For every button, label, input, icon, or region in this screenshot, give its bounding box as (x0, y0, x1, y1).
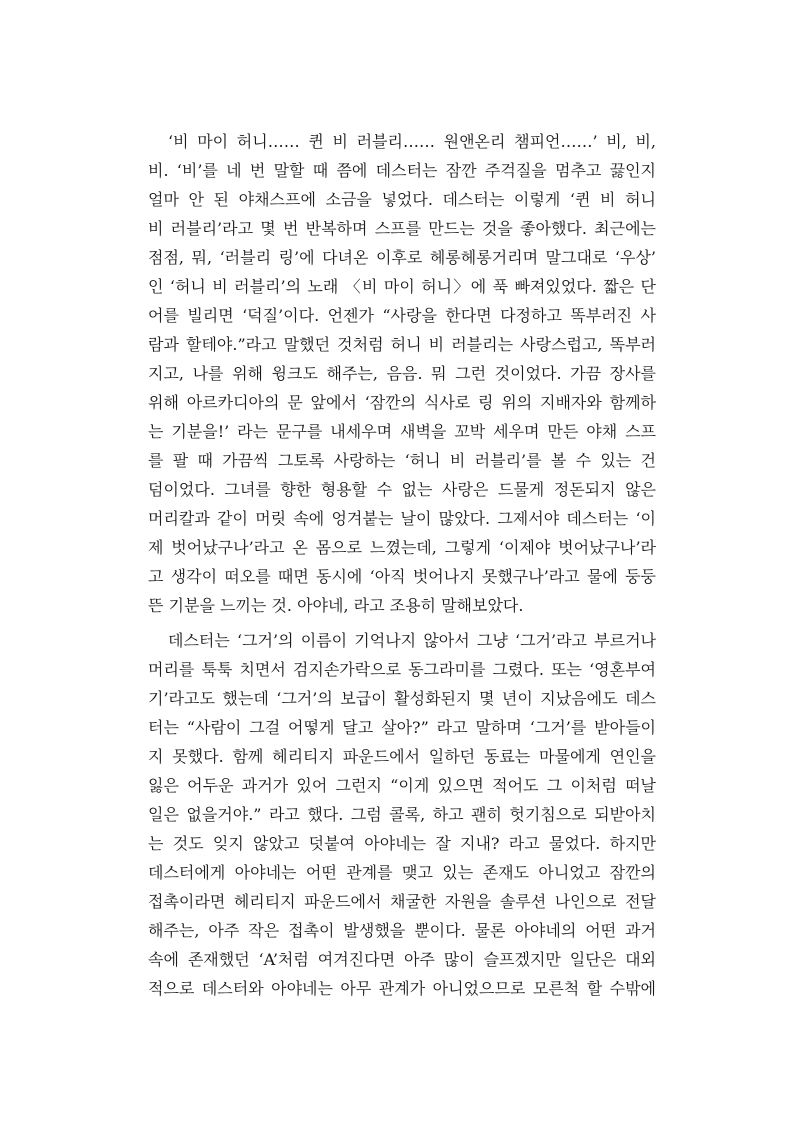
paragraph-line: 는 기분을!’ 라는 문구를 내세우며 새벽을 꼬박 세우며 만든 야채 스프 (148, 422, 656, 441)
paragraph-line: 뜬 기분을 느끼는 것. 아야네, 라고 조용히 말해보았다. (148, 596, 524, 615)
paragraph-1 (148, 127, 656, 637)
paragraph-line: 인 ‘허니 비 러블리’의 노래 〈비 마이 허니〉에 푹 빠져있었다. 짧은 단 (148, 277, 656, 296)
paragraph-2 (148, 626, 656, 1026)
paragraph-line: 어를 빌리면 ‘덕질’이다. 언젠가 “사랑을 한다면 다정하고 똑부러진 사 (148, 306, 656, 325)
paragraph-line: 지 못했다. 함께 헤리티지 파운드에서 일하던 동료는 마물에게 연인을 (148, 747, 656, 766)
paragraph-line: 지고, 나를 위해 윙크도 해주는, 음음. 뭐 그런 것이었다. 가끔 장사를 (148, 364, 656, 383)
paragraph-line: 데스터에게 아야네는 어떤 관계를 맺고 있는 존재도 아니었고 잠깐의 (148, 863, 656, 882)
paragraph-line: 는 것도 잊지 않았고 덧붙여 아야네는 잘 지내? 라고 물었다. 하지만 (148, 834, 656, 853)
paragraph-line: 람과 할테야.”라고 말했던 것처럼 허니 비 러블리는 사랑스럽고, 똑부러 (148, 335, 656, 354)
paragraph-line: 머리칼과 같이 머릿 속에 엉겨붙는 날이 많았다. 그제서야 데스터는 ‘이 (148, 509, 656, 528)
paragraph-line: 위해 아르카디아의 문 앞에서 ‘잠깐의 식사로 링 위의 지배자와 함께하 (148, 393, 656, 412)
paragraph-line: 일은 없을거야.” 라고 했다. 그럼 콜록, 하고 괜히 헛기침으로 되받아치 (148, 805, 656, 824)
paragraph-line: 제 벗어났구나’라고 온 몸으로 느꼈는데, 그렇게 ‘이제야 벗어났구나’라 (148, 538, 656, 557)
paragraph-line: 를 팔 때 가끔씩 그토록 사랑하는 ‘허니 비 러블리’를 볼 수 있는 건 (148, 451, 656, 470)
paragraph-line: 덤이었다. 그녀를 향한 형용할 수 없는 사랑은 드물게 정돈되지 않은 (148, 480, 656, 499)
paragraph-line: 얼마 안 된 야채스프에 소금을 넣었다. 데스터는 이렇게 ‘퀸 비 허니 (148, 190, 656, 209)
paragraph-line: 고 생각이 떠오를 때면 동시에 ‘아직 벗어나지 못했구나’라고 물에 둥둥 (148, 567, 656, 586)
paragraph-line: ‘비 마이 허니…… 퀸 비 러블리…… 원앤온리 챔피언……’ 비, 비, (168, 132, 656, 151)
paragraph-line: 비. ‘비’를 네 번 말할 때 쯤에 데스터는 잠깐 주걱질을 멈추고 끓인지 (148, 161, 656, 180)
paragraph-line: 머리를 툭툭 치면서 검지손가락으로 동그라미를 그렸다. 또는 ‘영혼부여 (148, 660, 656, 679)
paragraph-line: 해주는, 아주 작은 접촉이 발생했을 뿐이다. 물론 아야네의 어떤 과거 (148, 921, 656, 940)
paragraph-line: 터는 “사람이 그걸 어떻게 달고 살아?” 라고 말하며 ‘그거’를 받아들이 (148, 718, 656, 737)
paragraph-line: 기’라고도 했는데 ‘그거’의 보급이 활성화된지 몇 년이 지났음에도 데스 (148, 689, 656, 708)
paragraph-line: 적으로 데스터와 아야네는 아무 관계가 아니었으므로 모른척 할 수밖에 (148, 979, 656, 998)
paragraph-line: 데스터는 ‘그거’의 이름이 기억나지 않아서 그냥 ‘그거’라고 부르거나 (168, 631, 656, 650)
paragraph-line: 접촉이라면 헤리티지 파운드에서 채굴한 자원을 솔루션 나인으로 전달 (148, 892, 656, 911)
paragraph-line: 잃은 어두운 과거가 있어 그런지 “이게 있으면 적어도 그 이처럼 떠날 (148, 776, 656, 795)
paragraph-line: 점점, 뭐, ‘러블리 링’에 다녀온 이후로 헤롱헤롱거리며 말그대로 ‘우상’ (148, 248, 656, 267)
paragraph-line: 비 러블리’라고 몇 번 반복하며 스프를 만드는 것을 좋아했다. 최근에는 (148, 219, 656, 238)
paragraph-line: 속에 존재했던 ‘A’처럼 여겨진다면 아주 많이 슬프겠지만 일단은 대외 (148, 950, 656, 969)
